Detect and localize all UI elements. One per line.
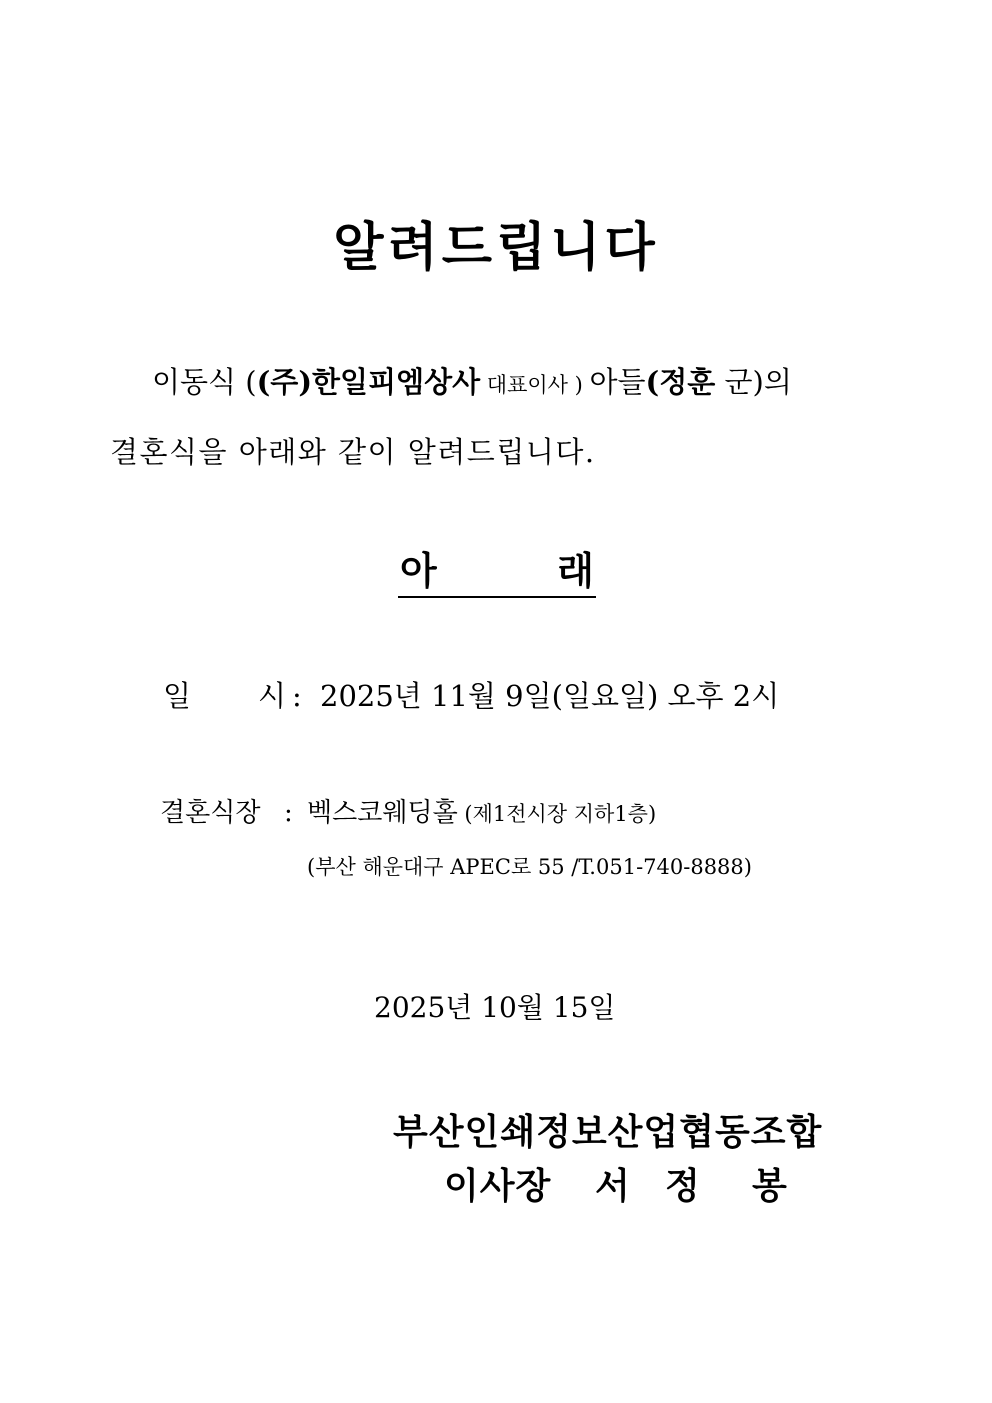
- venue-note: (제1전시장 지하1층): [457, 802, 657, 826]
- son-suffix: 군)의: [715, 365, 792, 399]
- document-title: 알려드립니다: [333, 217, 659, 278]
- datetime-label-part-2: 시: [258, 679, 287, 713]
- section-heading-left: 아: [400, 548, 437, 593]
- intro-line-2: 결혼식을 아래와 같이 알려드립니다.: [110, 435, 596, 469]
- venue-label: 결혼식장: [160, 798, 261, 828]
- section-heading-right: 래: [557, 548, 594, 593]
- venue-address: (부산 해운대구 APEC로 55 /T.051-740-8888): [307, 855, 752, 879]
- company-name: (주)한일피엠상사: [256, 365, 481, 399]
- datetime-colon: :: [292, 679, 302, 713]
- signer-name-char-2: 정: [665, 1165, 700, 1207]
- datetime-label-part-1: 일: [163, 679, 192, 713]
- position-title: 대표이사 ): [480, 373, 590, 397]
- signer-name-char-1: 서: [595, 1165, 630, 1207]
- section-heading: [398, 548, 596, 598]
- intro-line-1: [152, 365, 792, 399]
- issue-date: 2025년 10월 15일: [374, 991, 616, 1024]
- venue-name: 벡스코웨딩홀: [307, 798, 458, 828]
- organization-name: 부산인쇄정보산업협동조합: [393, 1111, 823, 1153]
- signer-title: 이사장: [444, 1165, 552, 1207]
- venue-value: [307, 800, 656, 826]
- signer-name-char-3: 봉: [752, 1165, 787, 1207]
- relation-label: 아들: [589, 365, 646, 399]
- father-name: 이동식 (: [152, 365, 257, 399]
- son-open-paren: (: [645, 365, 660, 399]
- son-name: 정훈: [659, 365, 716, 399]
- datetime-value: 2025년 11월 9일(일요일) 오후 2시: [320, 679, 780, 713]
- venue-colon: :: [284, 798, 293, 828]
